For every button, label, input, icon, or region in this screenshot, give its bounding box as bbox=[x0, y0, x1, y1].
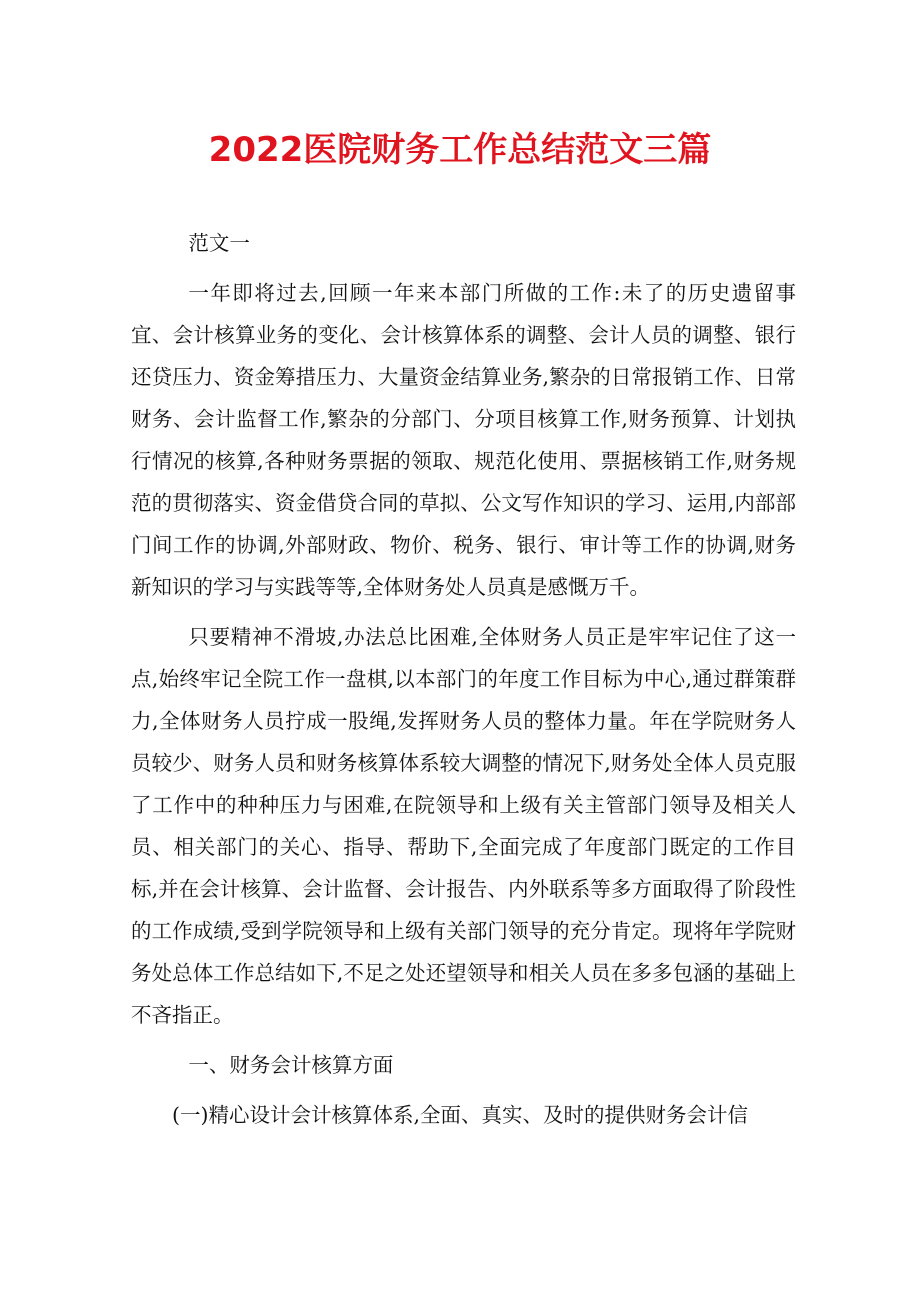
section-label: 范文一 bbox=[188, 231, 250, 255]
heading-1: 一、财务会计核算方面 bbox=[188, 1053, 394, 1077]
document-title: 2022医院财务工作总结范文三篇 bbox=[208, 130, 712, 170]
paragraph-1: 一年即将过去,回顾一年来本部门所做的工作:未了的历史遗留事宜、会计核算业务的变化、会计核算体系的调整、会计人员的调整、银行还贷压力、资金筹措压力、大量资金结算业务,繁杂的日常报销工作、日常财务、会计监督工作,繁杂的分部门、分项目核算工作,财务预算、计划执行情况的核算,各种财务票据的领取、规范化使用、票据核销工作,财务规范的贯彻落实、资金借贷合同的草拟、公文写作知识的学习、运用,内部部门间工作的协调,外部财政、物价、税务、银行、审计等工作的协调,财务新知识的学习与实践等等,全体财务处人员真是感慨万千。 bbox=[131, 281, 796, 599]
sub-heading-1: (一)精心设计会计核算体系,全面、真实、及时的提供财务会计信 bbox=[172, 1103, 749, 1127]
document-body bbox=[131, 222, 796, 1136]
paragraph-2: 只要精神不滑坡,办法总比困难,全体财务人员正是牢牢记住了这一点,始终牢记全院工作一盘棋,以本部门的年度工作目标为中心,通过群策群力,全体财务人员拧成一股绳,发挥财务人员的整体力量。年在学院财务人员较少、财务人员和财务核算体系较大调整的情况下,财务处全体人员克服了工作中的种种压力与困难,在院领导和上级有关主管部门领导及相关人员、相关部门的关心、指导、帮助下,全面完成了年度部门既定的工作目标,并在会计核算、会计监督、会计报告、内外联系等多方面取得了阶段性的工作成绩,受到学院领导和上级有关部门领导的充分肯定。现将年学院财务处总体工作总结如下,不足之处还望领导和相关人员在多多包涵的基础上不吝指正。 bbox=[131, 625, 796, 1027]
